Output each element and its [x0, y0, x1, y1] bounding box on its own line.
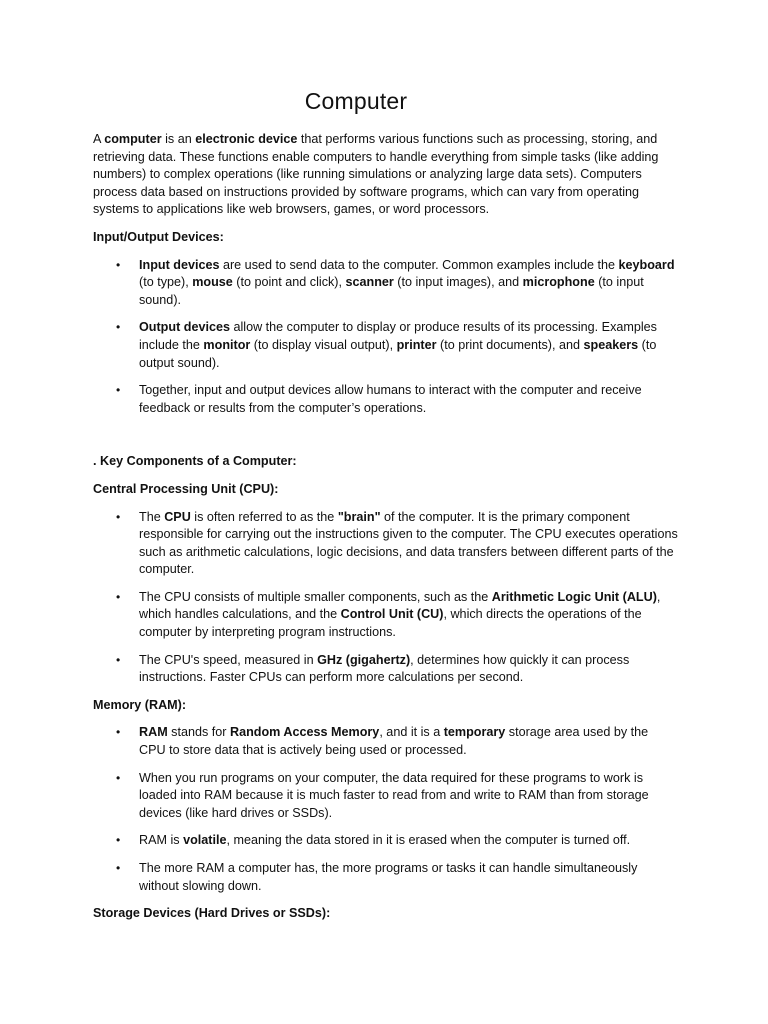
cpu-heading: Central Processing Unit (CPU): [93, 481, 279, 496]
list-item: • Output devices allow the computer to display or produce results of its processing. Examples include the monitor (to display visual output), printer (to print documents), and speakers (to output sound). [139, 319, 678, 372]
list-item: • The CPU consists of multiple smaller components, such as the Arithmetic Logic Unit (ALU), which handles calculations, and the Control Unit (CU), which directs the operations of the computer by interpreting program instructions. [139, 589, 678, 642]
ram-list [93, 724, 678, 895]
list-item: • When you run programs on your computer, the data required for these programs to work is loaded into RAM because it is much faster to read from and write to RAM than from storage devices (like hard drives or SSDs). [139, 770, 678, 823]
list-item: • Input devices are used to send data to the computer. Common examples include the keyboard (to type), mouse (to point and click), scanner (to input images), and microphone (to input sound). [139, 257, 678, 310]
io-heading: Input/Output Devices: [93, 229, 224, 244]
key-components-heading: . Key Components of a Computer: [93, 454, 297, 469]
intro-paragraph: A computer is an electronic device that performs various functions such as processing, storing, and retrieving data. These functions enable computers to handle everything from simple tasks (like adding numbers) to complex operations (like running simulations or analyzing large data sets). Computers process data based on instructions provided by software programs, which can vary from operating systems to applications like web browsers, games, or word processors. [93, 132, 659, 217]
list-item: • Together, input and output devices allow humans to interact with the computer and receive feedback or results from the computer’s operations. [139, 382, 678, 417]
io-list [93, 257, 678, 418]
list-item: • RAM stands for Random Access Memory, and it is a temporary storage area used by the CPU to store data that is actively being used or processed. [139, 724, 678, 759]
list-item: • The CPU's speed, measured in GHz (gigahertz), determines how quickly it can process instructions. Faster CPUs can perform more calculations per second. [139, 652, 678, 687]
cpu-list [93, 509, 678, 687]
storage-heading: Storage Devices (Hard Drives or SSDs): [93, 906, 331, 921]
page-title: Computer [304, 88, 408, 114]
list-item: • The CPU is often referred to as the "brain" of the computer. It is the primary component responsible for carrying out the instructions given to the computer. The CPU executes operations such as arithmetic calculations, logic decisions, and data transfers between different parts of the computer. [139, 509, 678, 579]
spacer [93, 427, 678, 453]
list-item: • The more RAM a computer has, the more programs or tasks it can handle simultaneously without slowing down. [139, 860, 678, 895]
list-item: • RAM is volatile, meaning the data stored in it is erased when the computer is turned off. [139, 832, 678, 850]
ram-heading: Memory (RAM): [93, 697, 187, 712]
document-body [93, 131, 678, 933]
